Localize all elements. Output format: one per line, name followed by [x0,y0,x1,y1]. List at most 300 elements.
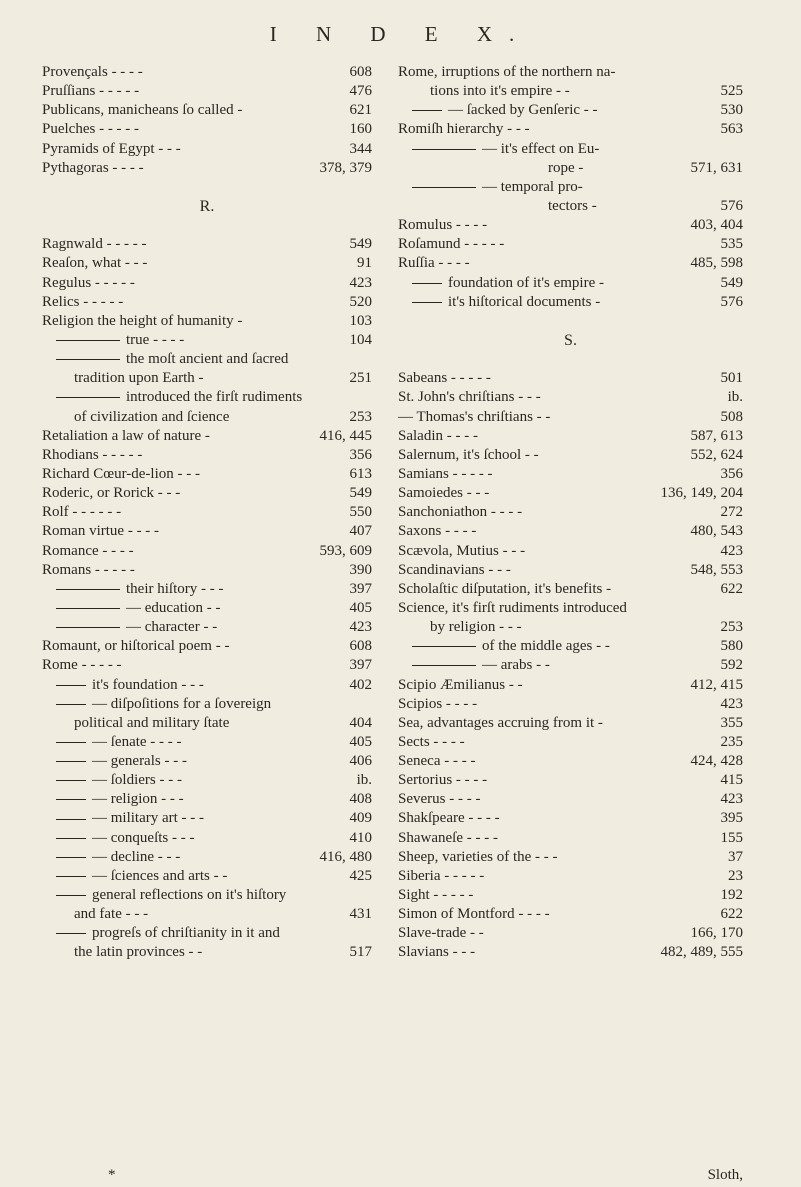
entry-label: — character - - [126,619,218,636]
page-number: 482, 489, 555 [660,944,743,961]
index-entry [42,886,372,905]
entry-text [56,790,184,809]
index-entry [42,408,372,427]
entry-text [412,101,598,120]
entry-text [398,446,539,465]
index-entry [398,274,743,293]
ditto-rule [412,149,476,150]
entry-text [56,924,280,943]
ditto-rule [56,895,86,896]
index-entry [42,809,372,828]
index-entry [398,235,743,254]
entry-label: tradition upon Earth - [74,370,204,387]
index-entry [398,790,743,809]
page-number: 192 [720,887,743,904]
index-column-left [42,63,372,963]
index-entry [42,580,372,599]
page-number: 405 [349,599,372,616]
entry-label: Sects - - - - [398,733,465,750]
entry-label: progreſs of chriſtianity in it and [92,925,280,942]
entry-text [42,101,242,120]
page-number: 552, 624 [690,446,743,463]
page-number: 409 [349,810,372,827]
index-entry [398,656,743,675]
index-entry [42,656,372,675]
entry-label: of civilization and ſcience [74,408,230,425]
page-number: 390 [349,561,372,578]
page-number: 580 [720,638,743,655]
index-entry [42,771,372,790]
entry-text [42,656,122,675]
entry-text [42,561,135,580]
entry-text [42,522,159,541]
page-number: 480, 543 [690,523,743,540]
section-heading [398,331,743,350]
entry-label: Roderic, or Rorick - - - [42,485,181,502]
entry-label: Salernum, it's ſchool - - [398,446,539,463]
entry-text [412,637,610,656]
page-number: ib. [356,772,372,789]
index-entry [42,618,372,637]
index-entry [42,542,372,561]
entry-label: Severus - - - - [398,791,481,808]
page-number: 525 [720,83,743,100]
page-number: 520 [349,293,372,310]
entry-text [56,599,221,618]
index-entry [42,446,372,465]
entry-text [42,484,180,503]
entry-text [564,332,577,349]
index-entry [398,522,743,541]
page-number: 423 [349,619,372,636]
ditto-rule [56,359,120,360]
index-entry [398,388,743,407]
page-number: 404 [349,714,372,731]
page-number: 576 [720,293,743,310]
page-number: 235 [720,733,743,750]
entry-text [398,848,558,867]
ditto-rule [56,876,86,877]
entry-label: — ſacked by Genſeric - - [448,102,598,119]
entry-text [412,293,600,312]
index-entry [42,254,372,273]
entry-text [430,82,570,101]
entry-label: Shawaneſe - - - - [398,829,498,846]
page-number: 412, 415 [690,676,743,693]
entry-text [200,198,215,215]
entry-label: — diſpoſitions for a ſovereign [92,695,272,712]
index-entry [42,101,372,120]
page-number: 535 [720,236,743,253]
entry-text [398,790,480,809]
entry-text [42,82,139,101]
entry-text [398,943,475,962]
ditto-rule [56,819,86,820]
page-number: 508 [720,408,743,425]
ditto-rule [412,187,476,188]
page-number: ib. [727,389,743,406]
page-number: 166, 170 [690,925,743,942]
entry-text [398,580,611,599]
entry-label: — temporal pro- [482,178,583,195]
index-entry [42,867,372,886]
ditto-rule [412,646,476,647]
index-entry [398,197,743,216]
entry-text [548,159,583,178]
entry-label: Ragnwald - - - - - [42,236,147,253]
page-number: 485, 598 [690,255,743,272]
entry-label: — ſciences and arts - - [92,867,228,884]
entry-text [42,274,135,293]
entry-label: — religion - - - [92,791,184,808]
entry-text [56,867,227,886]
ditto-rule [56,397,120,398]
entry-label: Scipio Æmilianus - - [398,676,523,693]
page-number: 592 [720,657,743,674]
entry-label: Saladin - - - - [398,427,478,444]
entry-label: Pruſſians - - - - - [42,83,140,100]
entry-text [74,905,148,924]
entry-label: Sertorius - - - - [398,772,488,789]
entry-text [398,388,541,407]
entry-text [548,197,597,216]
entry-label: — decline - - - [92,848,181,865]
index-entry [398,120,743,139]
page-number: 622 [720,580,743,597]
entry-label: Romiſh hierarchy - - - [398,121,530,138]
index-column-right [398,63,743,963]
entry-text [42,312,242,331]
entry-text [398,561,511,580]
ditto-rule [412,665,476,666]
entry-label: Reaſon, what - - - [42,255,148,272]
index-entry [398,140,743,159]
index-entry [398,465,743,484]
index-entry [42,293,372,312]
entry-label: and fate - - - [74,906,149,923]
entry-text [398,809,500,828]
page-number: 104 [349,331,372,348]
entry-label: Rome - - - - - [42,657,122,674]
index-entry [42,331,372,350]
entry-label: — Thomas's chriſtians - - [398,408,551,425]
entry-label: Samoiedes - - - [398,485,490,502]
page-number: 407 [349,523,372,540]
entry-label: of the middle ages - - [482,638,610,655]
entry-text [398,676,523,695]
entry-text [398,924,484,943]
entry-label: Romans - - - - - [42,561,135,578]
page-number: 549 [349,485,372,502]
page-number: 253 [720,619,743,636]
index-entry [398,829,743,848]
entry-label: Scholaſtic diſputation, it's benefits - [398,580,612,597]
index-entry [42,82,372,101]
ditto-rule [56,704,86,705]
index-entry [398,82,743,101]
index-entry [398,369,743,388]
page-number: 416, 445 [319,427,372,444]
entry-text [412,656,550,675]
index-entry [42,676,372,695]
entry-label: S. [564,331,577,349]
index-entry [398,809,743,828]
index-entry [42,274,372,293]
entry-text [56,771,182,790]
page-number: 406 [349,753,372,770]
entry-label: St. John's chriſtians - - - [398,389,541,406]
entry-label: — generals - - - [92,753,187,770]
index-entry [42,522,372,541]
ditto-rule [412,110,442,111]
entry-text [42,159,144,178]
ditto-rule [56,838,86,839]
entry-label: Scipios - - - - [398,695,478,712]
entry-label: political and military ſtate [74,714,230,731]
index-entry [398,580,743,599]
entry-label: by religion - - - [430,619,522,636]
entry-text [42,637,229,656]
page-number: 548, 553 [690,561,743,578]
entry-label: Seneca - - - - [398,753,476,770]
index-entry [42,388,372,407]
entry-label: Puelches - - - - - [42,121,140,138]
entry-text [56,829,194,848]
page-number: 397 [349,657,372,674]
entry-text [398,733,465,752]
entry-label: foundation of it's empire - [448,274,604,291]
entry-text [74,369,204,388]
index-entry [42,599,372,618]
entry-text [398,465,493,484]
page-number: 410 [349,829,372,846]
index-entry [42,140,372,159]
entry-label: the latin provinces - - [74,944,203,961]
entry-label: Shakſpeare - - - - [398,810,500,827]
entry-label: Saxons - - - - [398,523,477,540]
entry-text [398,542,525,561]
index-entry [398,752,743,771]
ditto-rule [56,933,86,934]
page-number: 530 [720,102,743,119]
signature-mark: * [108,1167,116,1183]
entry-label: Regulus - - - - - [42,274,135,291]
page-number: 251 [349,370,372,387]
index-entry [42,369,372,388]
entry-label: — military art - - - [92,810,205,827]
page-number: 571, 631 [690,159,743,176]
entry-text [56,809,204,828]
ditto-rule [412,283,442,284]
entry-label: their hiſtory - - - [126,580,224,597]
page-number: 608 [349,638,372,655]
page-number: 423 [720,542,743,559]
page-number: 355 [720,714,743,731]
entry-label: Sheep, varieties of the - - - [398,848,558,865]
page-number: 405 [349,733,372,750]
entry-text [398,254,470,273]
index-entry [398,905,743,924]
entry-label: true - - - - [126,331,185,348]
index-entry [42,733,372,752]
entry-text [398,829,498,848]
entry-label: tions into it's empire - - [430,83,570,100]
entry-text [56,733,182,752]
page-number: 622 [720,906,743,923]
page-number: 517 [349,944,372,961]
page-number: 423 [349,274,372,291]
page-number: 91 [357,255,372,272]
entry-text [42,293,123,312]
entry-label: Pythagoras - - - - [42,159,144,176]
index-entry [398,637,743,656]
index-entry [398,503,743,522]
entry-label: — ſenate - - - - [92,733,182,750]
ditto-rule [56,799,86,800]
ditto-rule [56,685,86,686]
entry-text [398,216,487,235]
page-footer [42,1165,743,1185]
page-number: 103 [349,312,372,329]
index-entry [398,599,743,618]
index-entry [42,465,372,484]
catchword: Sloth, [707,1167,743,1183]
entry-text [398,235,504,254]
entry-label: Slavians - - - [398,944,476,961]
page-number: 155 [720,829,743,846]
index-entry [42,829,372,848]
index-entry [42,427,372,446]
index-entry [398,733,743,752]
page-number: 593, 609 [319,542,372,559]
entry-label: — education - - [126,599,221,616]
entry-label: Sabeans - - - - - [398,370,491,387]
index-entry [42,484,372,503]
index-entry [42,943,372,962]
index-entry [398,484,743,503]
page-number: 587, 613 [690,427,743,444]
index-entry [42,924,372,943]
index-entry [398,943,743,962]
entry-label: Religion the height of humanity - [42,312,243,329]
index-entry [398,408,743,427]
index-entry [398,312,743,331]
entry-label: rope - [548,159,584,176]
index-entry [42,159,372,178]
page-number: 402 [349,676,372,693]
entry-text [56,580,223,599]
page-number: 253 [349,408,372,425]
entry-label: Richard Cœur-de-lion - - - [42,465,200,482]
entry-text [398,752,475,771]
entry-text [398,695,477,714]
page-number: 356 [720,465,743,482]
index-entry [398,618,743,637]
index-entry [42,63,372,82]
index-entry [398,886,743,905]
entry-label: Rolf - - - - - - [42,504,122,521]
entry-label: Slave-trade - - [398,925,484,942]
entry-text [42,542,134,561]
page-number: 549 [720,274,743,291]
entry-text [398,120,530,139]
ditto-rule [56,340,120,341]
index-entry [398,427,743,446]
page-number: 415 [720,772,743,789]
entry-label: Publicans, manicheans ſo called - [42,102,243,119]
index-entry [398,676,743,695]
ditto-rule [56,780,86,781]
index-entry [42,350,372,369]
entry-label: Roſamund - - - - - [398,236,505,253]
index-entry [42,695,372,714]
ditto-rule [56,857,86,858]
entry-text [42,254,147,273]
entry-label: introduced the firſt rudiments [126,389,303,406]
ditto-rule [56,589,120,590]
entry-label: it's hiſtorical documents - [448,293,601,310]
entry-text [398,714,603,733]
page-number: 563 [720,121,743,138]
index-entry [398,561,743,580]
entry-label: Simon of Montford - - - - [398,906,550,923]
entry-label: Ruſſia - - - - [398,255,470,272]
index-entry [398,254,743,273]
entry-text [56,695,271,714]
entry-label: Retaliation a law of nature - [42,427,210,444]
entry-label: Sea, advantages accruing from it - [398,714,603,731]
entry-label: Romaunt, or hiſtorical poem - - [42,638,230,655]
entry-text [398,408,550,427]
entry-text [398,484,489,503]
entry-text [412,140,599,159]
index-entry [398,771,743,790]
entry-text [42,427,210,446]
entry-text [42,63,143,82]
entry-label: Romance - - - - [42,542,134,559]
entry-text [398,369,491,388]
entry-text [398,771,487,790]
entry-label: tectors - [548,197,597,214]
page-number: 423 [720,791,743,808]
entry-text [42,503,121,522]
entry-label: Sight - - - - - [398,887,474,904]
index-entry [398,695,743,714]
page-number: 344 [349,140,372,157]
index-entry [398,216,743,235]
entry-label: Pyramids of Egypt - - - [42,140,181,157]
index-entry [42,312,372,331]
page-number: 431 [349,906,372,923]
page-number: 37 [728,848,743,865]
entry-label: — ſoldiers - - - [92,772,182,789]
entry-text [412,178,583,197]
entry-label: Rhodians - - - - - [42,446,143,463]
page-number: 423 [720,695,743,712]
entry-text [56,331,184,350]
page-number: 425 [349,867,372,884]
entry-text [56,886,286,905]
ditto-rule [412,302,442,303]
entry-text [74,943,202,962]
index-entry [42,120,372,139]
index-entry [398,293,743,312]
index-entry [42,216,372,235]
page-number: 501 [720,370,743,387]
entry-text [56,618,217,637]
entry-text [398,867,484,886]
index-entry [42,905,372,924]
